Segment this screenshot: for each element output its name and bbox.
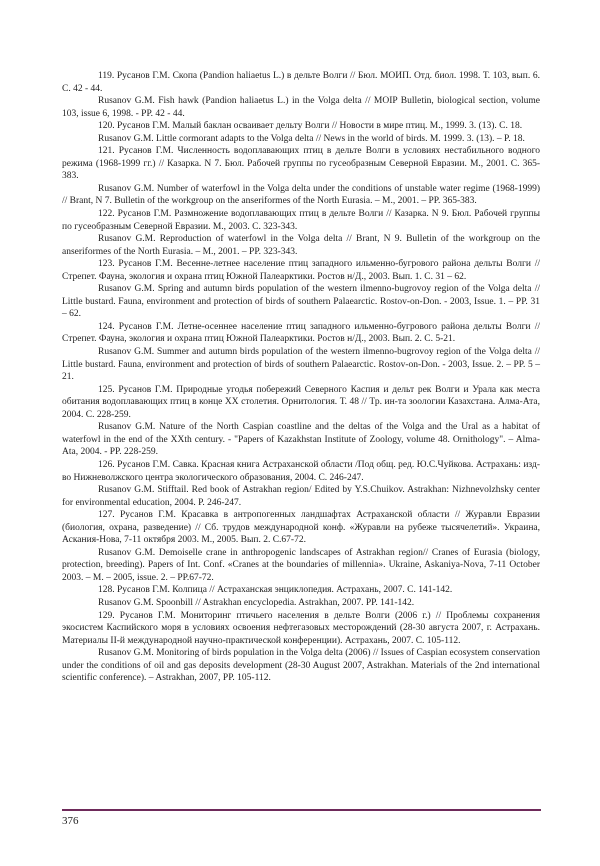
entry-121-en: Rusanov G.M. Number of waterfowl in the Volga delta under the conditions of unstable water regime (1968-1999) // Brant, N 7. Bulletin of the workgroup on the anseriformes of the North Eurasia. – M., 2001. – PP. 365-383. [62, 183, 540, 207]
entry-122-ru: 122. Русанов Г.М. Размножение водоплавающих птиц в дельте Волги // Казарка. N 9. Бюл. Рабочей группы по гусеобразным Северной Евразии. М., 2003. С. 323-343. [62, 209, 540, 232]
entry-119-ru: 119. Русанов Г.М. Скопа (Pandion haliaetus L.) в дельте Волги // Бюл. МОИП. Отд. биол. 1998. Т. 103, вып. 6. С. 42 - 44. [62, 71, 540, 94]
entry-125-ru: 125. Русанов Г.М. Природные угодья побережий Северного Каспия и дельт рек Волги и Урала как места обитания водоплавающих птиц в конце ХХ столетия. Орнитология. Т. 48 // Тр. ин-та зоологии Казахстана. Алма-Ата, 2004. С. 228-259. [62, 384, 540, 420]
entry-120-ru: 120. Русанов Г.М. Малый баклан осваивает дельту Волги // Новости в мире птиц. М., 1999. 3. (13). С. 18. [98, 121, 523, 132]
entry-126-ru: 126. Русанов Г.М. Савка. Красная книга Астраханской области /Под общ. ред. Ю.С.Чуйкова. Астрахань: изд-во Нижневолжского центра экологического образования, 2004. С. 246-247. [62, 459, 540, 483]
entry-126-en: Rusanov G.M. Stifftail. Red book of Astrakhan region/ Edited by Y.S.Chuikov. Astrakhan: Nizhnevolzhsky center for environmental education, 2004. P. 246-247. [62, 485, 540, 508]
footer-rule [62, 809, 541, 811]
entry-119-en: Rusanov G.M. Fish hawk (Pandion haliaetus L.) in the Volga delta // MOIP Bulletin, biological section, volume 103, issue 6, 1998. - PP. 42 - 44. [62, 96, 540, 119]
entry-129-en: Rusanov G.M. Monitoring of birds population in the Volga delta (2006) // Issues of Caspian ecosystem conservation under the conditions of oil and gas deposits development (28-30 August 2007, Astrakhan. Materials of the 2nd international scientific conference). – Astrakhan, 2007, PP. 105-112. [62, 648, 540, 684]
entry-127-en: Rusanov G.M. Demoiselle crane in anthropogenic landscapes of Astrakhan region// Cranes of Eurasia (biology, protection, breeding). Papers of Int. Conf. «Cranes at the boundaries of millennia». Ukraine, Askaniya-Nova, 7-11 October 2003. – M. – 2005, issue. 2. – PP.67-72. [62, 547, 540, 583]
entry-129-ru: 129. Русанов Г.М. Мониторинг птичьего населения в дельте Волги (2006 г.) // Проблемы сохранения экосистем Каспийского моря в условиях освоения нефтегазовых месторождений (28-30 августа 2007, г. Астрахань. Материалы II-й международной научно-практической конференции). Астрахань, 2007. С. 105-112. [62, 610, 540, 646]
entry-127-ru: 127. Русанов Г.М. Красавка в антропогенных ландшафтах Астраханской области // Журавли Евразии (биология, охрана, разведение) // Сб. трудов международной конф. «Журавли на рубеже тысячелетий». Украина, Аскания-Нова, 7-11 октября 2003. М., 2005. Вып. 2. С.67-72. [62, 510, 540, 546]
entry-124-en: Rusanov G.M. Summer and autumn birds population of the western ilmenno-bugrovoy region of the Volga delta // Little bustard. Fauna, environment and protection of birds of southern Palaearctic. Rostov-on-Don. - 2003, Issue. 2. – PP. 5 – 21. [62, 347, 540, 383]
entry-125-en: Rusanov G.M. Nature of the North Caspian coastline and the deltas of the Volga and the Ural as a habitat of waterfowl in the end of the XXth century. - "Papers of Kazakhstan Institute of Zoology, volume 48. Ornithology". – Alma-Ata, 2004. - PP. 228-259. [62, 422, 540, 458]
entry-124-ru: 124. Русанов Г.М. Летне-осеннее население птиц западного ильменно-бугрового района дельты Волги // Стрепет. Фауна, экология и охрана птиц Южной Палеарктики. Ростов н/Д., 2003. Вып. 2. С. 5-21. [62, 321, 540, 345]
entry-128-ru: 128. Русанов Г.М. Колпица // Астраханская энциклопедия. Астрахань, 2007. С. 141-142. [98, 585, 453, 596]
entry-123-en: Rusanov G.M. Spring and autumn birds population of the western ilmenno-bugrovoy region of the Volga delta // Little bustard. Fauna, environment and protection of birds of southern Palaearctic. Rostov-on-Don. - 2003, Issue. 1. – PP. 31 – 62. [62, 284, 540, 320]
entry-123-ru: 123. Русанов Г.М. Весенне-летнее население птиц западного ильменно-бугрового района дельты Волги // Стрепет. Фауна, экология и охрана птиц Южной Палеарктики. Ростов н/Д., 2003. Вып. 1. С. 31 – 62. [62, 259, 540, 282]
page-number: 376 [62, 815, 79, 827]
bibliography-list [62, 70, 540, 685]
entry-128-en: Rusanov G.M. Spoonbill // Astrakhan encyclopedia. Astrakhan, 2007. PP. 141-142. [98, 597, 415, 608]
entry-120-en: Rusanov G.M. Little cormorant adapts to the Volga delta // News in the world of birds. M. 1999. 3. (13). – P. 18. [98, 133, 525, 144]
entry-122-en: Rusanov G.M. Reproduction of waterfowl in the Volga delta // Brant, N 9. Bulletin of the workgroup on the anseriformes of the North Eurasia. – M., 2001. – PP. 323-343. [62, 234, 540, 257]
entry-121-ru: 121. Русанов Г.М. Численность водоплавающих птиц в дельте Волги в условиях нестабильного водного режима (1968-1999 гг.) // Казарка. N 7. Бюл. Рабочей группы по гусеобразным Северной Евразии. М., 2001. С. 365-383. [62, 146, 540, 182]
